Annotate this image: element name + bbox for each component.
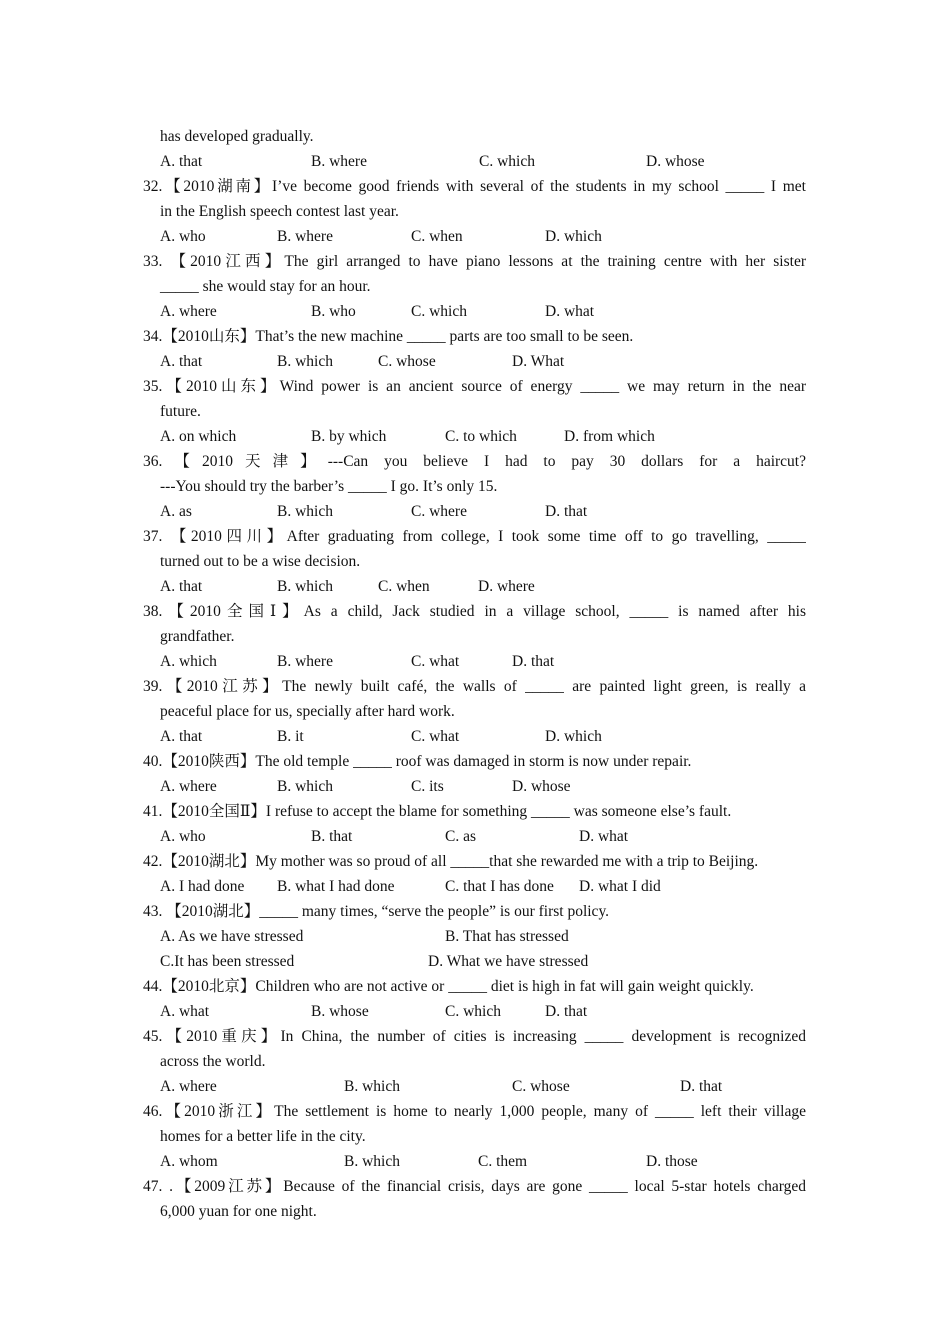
question-stem: 34.【2010山东】That’s the new machine _____ parts are too small to be seen. bbox=[143, 328, 634, 345]
question-stem-continuation: in the English speech contest last year. bbox=[160, 203, 399, 220]
answer-option: B. where bbox=[311, 153, 367, 170]
question-stem: 42.【2010湖北】My mother was so proud of all _____that she rewarded me with a trip to Beijing. bbox=[143, 853, 759, 870]
answer-options-row bbox=[143, 499, 806, 524]
answer-option: B. who bbox=[311, 303, 356, 320]
answer-option: B. whose bbox=[311, 1003, 369, 1020]
question-stem: 44.【2010北京】Children who are not active or _____ diet is high in fat will gain weight quickly. bbox=[143, 978, 754, 995]
answer-options-row bbox=[143, 299, 806, 324]
answer-option: D. that bbox=[545, 503, 588, 520]
question-stem: 38.【2010全国Ⅰ】As a child, Jack studied in a village school, _____ is named after his bbox=[143, 603, 806, 620]
answer-option: B. it bbox=[277, 728, 304, 745]
answer-option: B. which bbox=[277, 353, 333, 370]
answer-options-row bbox=[143, 1149, 806, 1174]
answer-option: C. whose bbox=[378, 353, 436, 370]
answer-option: D. what bbox=[579, 828, 629, 845]
answer-option: D. from which bbox=[564, 428, 655, 445]
answer-option: A. that bbox=[160, 728, 203, 745]
question-stem: 35.【2010山东】Wind power is an ancient source of energy _____ we may return in the near bbox=[143, 378, 806, 395]
answer-option: A. I had done bbox=[160, 878, 245, 895]
question-stem: 39.【2010江苏】The newly built café, the walls of _____ are painted light green, is really a bbox=[143, 678, 806, 695]
answer-options-row bbox=[143, 1074, 806, 1099]
answer-option: C. what bbox=[411, 728, 460, 745]
question-stem: 33. 【2010江西】The girl arranged to have piano lessons at the training centre with her sister bbox=[143, 253, 806, 270]
answer-option: A. where bbox=[160, 1078, 217, 1095]
answer-option: D. What we have stressed bbox=[428, 953, 589, 970]
answer-option: B. which bbox=[277, 503, 333, 520]
question-stem: 45.【2010重庆】In China, the number of cities is increasing _____ development is recognized bbox=[143, 1028, 806, 1045]
answer-option: B. which bbox=[277, 778, 333, 795]
answer-option: D. which bbox=[545, 228, 602, 245]
answer-options-row bbox=[143, 149, 806, 174]
answer-option: A. where bbox=[160, 778, 217, 795]
answer-option: D. What bbox=[512, 353, 565, 370]
answer-option: C. which bbox=[411, 303, 467, 320]
answer-option: C. when bbox=[411, 228, 463, 245]
answer-option: B. which bbox=[344, 1078, 400, 1095]
answer-option: C. its bbox=[411, 778, 444, 795]
answer-options-row bbox=[143, 774, 806, 799]
question-stem-continuation: homes for a better life in the city. bbox=[160, 1128, 366, 1145]
answer-option: B. which bbox=[277, 578, 333, 595]
answer-option: B. by which bbox=[311, 428, 387, 445]
answer-option: D. where bbox=[478, 578, 535, 595]
question-stem: 32.【2010湖南】I’ve become good friends with several of the students in my school _____ I met bbox=[143, 178, 806, 195]
question-stem: 40.【2010陕西】The old temple _____ roof was damaged in storm is now under repair. bbox=[143, 753, 692, 770]
question-stem-continuation: peaceful place for us, specially after hard work. bbox=[160, 703, 455, 720]
answer-option: A. who bbox=[160, 228, 206, 245]
answer-options-row bbox=[143, 924, 806, 949]
answer-options-row bbox=[143, 949, 806, 974]
answer-option: D. whose bbox=[646, 153, 705, 170]
answer-option: A. whom bbox=[160, 1153, 218, 1170]
answer-option: D. those bbox=[646, 1153, 698, 1170]
answer-option: C. them bbox=[478, 1153, 528, 1170]
question-stem-continuation: turned out to be a wise decision. bbox=[160, 553, 361, 570]
answer-options-row bbox=[143, 424, 806, 449]
answer-option: A. where bbox=[160, 303, 217, 320]
answer-option: C. what bbox=[411, 653, 460, 670]
question-stem-continuation: future. bbox=[160, 403, 201, 420]
answer-option: A. that bbox=[160, 153, 203, 170]
answer-option: B. where bbox=[277, 653, 333, 670]
answer-option: C. as bbox=[445, 828, 476, 845]
answer-option: A. who bbox=[160, 828, 206, 845]
answer-option: D. which bbox=[545, 728, 602, 745]
answer-option: D. what bbox=[545, 303, 595, 320]
answer-option: A. on which bbox=[160, 428, 237, 445]
answer-option: C. that I has done bbox=[445, 878, 554, 895]
answer-options-row bbox=[143, 574, 806, 599]
answer-option: C. which bbox=[445, 1003, 501, 1020]
question-stem: 47. .【2009江苏】Because of the financial crisis, days are gone _____ local 5-star hotels charged bbox=[143, 1178, 806, 1195]
question-stem: 36.【2010天津】---Can you believe I had to pay 30 dollars for a haircut? bbox=[143, 453, 806, 470]
question-stem: 37. 【2010四川】After graduating from college, I took some time off to go travelling, _____ bbox=[143, 528, 806, 545]
question-stem-continuation: grandfather. bbox=[160, 628, 235, 645]
answer-option: A. that bbox=[160, 353, 203, 370]
question-stem: 46.【2010浙江】The settlement is home to nearly 1,000 people, many of _____ left their village bbox=[143, 1103, 806, 1120]
question-list bbox=[143, 124, 806, 1224]
answer-options-row bbox=[143, 224, 806, 249]
answer-option: C.It has been stressed bbox=[160, 953, 295, 970]
answer-option: B. which bbox=[344, 1153, 400, 1170]
answer-option: A. as bbox=[160, 503, 192, 520]
answer-option: B. what I had done bbox=[277, 878, 395, 895]
question-stem: 43. 【2010湖北】_____ many times, “serve the people” is our first policy. bbox=[143, 903, 610, 920]
answer-options-row bbox=[143, 724, 806, 749]
answer-option: A. which bbox=[160, 653, 217, 670]
answer-option: D. whose bbox=[512, 778, 571, 795]
question-stem-continuation: across the world. bbox=[160, 1053, 266, 1070]
answer-option: C. which bbox=[479, 153, 535, 170]
answer-option: B. That has stressed bbox=[445, 928, 569, 945]
answer-option: C. when bbox=[378, 578, 430, 595]
answer-option: A. As we have stressed bbox=[160, 928, 304, 945]
answer-option: D. what I did bbox=[579, 878, 661, 895]
question-stem: 41.【2010全国Ⅱ】I refuse to accept the blame for something _____ was someone else’s fault. bbox=[143, 803, 732, 820]
answer-option: D. that bbox=[512, 653, 555, 670]
question-stem-continuation: 6,000 yuan for one night. bbox=[160, 1203, 317, 1220]
answer-option: C. where bbox=[411, 503, 467, 520]
question-continuation: has developed gradually. bbox=[160, 128, 314, 145]
answer-options-row bbox=[143, 349, 806, 374]
answer-option: B. that bbox=[311, 828, 353, 845]
answer-option: C. to which bbox=[445, 428, 517, 445]
answer-options-row bbox=[143, 824, 806, 849]
question-stem-continuation: ---You should try the barber’s _____ I go. It’s only 15. bbox=[160, 478, 498, 495]
answer-option: D. that bbox=[545, 1003, 588, 1020]
answer-options-row bbox=[143, 874, 806, 899]
answer-option: D. that bbox=[680, 1078, 723, 1095]
answer-option: C. whose bbox=[512, 1078, 570, 1095]
answer-option: B. where bbox=[277, 228, 333, 245]
answer-options-row bbox=[143, 999, 806, 1024]
question-stem-continuation: _____ she would stay for an hour. bbox=[160, 278, 371, 295]
answer-option: A. what bbox=[160, 1003, 210, 1020]
answer-option: A. that bbox=[160, 578, 203, 595]
answer-options-row bbox=[143, 649, 806, 674]
